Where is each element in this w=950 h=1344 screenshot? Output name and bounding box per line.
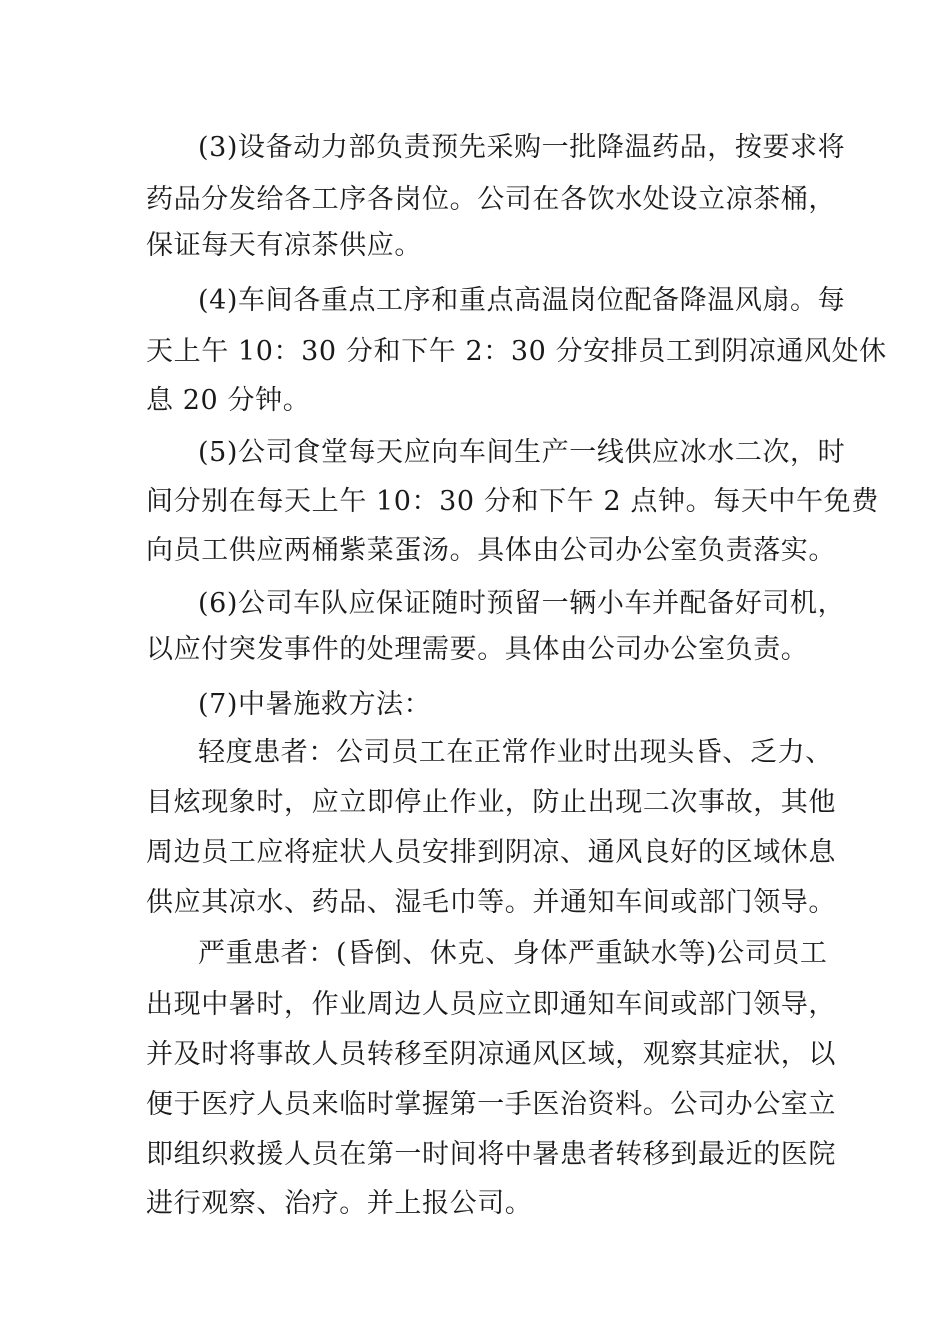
text-line: 向员工供应两桶紫菜蛋汤。具体由公司办公室负责落实。 — [146, 535, 836, 566]
text-line: 并及时将事故人员转移至阴凉通风区域，观察其症状，以 — [146, 1039, 836, 1070]
text-line: 天上午 10：30 分和下午 2：30 分安排员工到阴凉通风处休 — [146, 336, 887, 367]
text-line: 以应付突发事件的处理需要。具体由公司办公室负责。 — [146, 634, 809, 665]
text-line: 保证每天有凉茶供应。 — [146, 230, 422, 261]
text-line: 息 20 分钟。 — [146, 385, 311, 416]
text-line: 目炫现象时，应立即停止作业，防止出现二次事故，其他 — [146, 787, 836, 818]
text-line: 药品分发给各工序各岗位。公司在各饮水处设立凉茶桶， — [146, 184, 836, 215]
text-line: 出现中暑时，作业周边人员应立即通知车间或部门领导， — [146, 989, 836, 1020]
text-line: 便于医疗人员来临时掌握第一手医治资料。公司办公室立 — [146, 1089, 836, 1120]
text-line: 间分别在每天上午 10：30 分和下午 2 点钟。每天中午免费 — [146, 486, 879, 517]
text-line: 即组织救援人员在第一时间将中暑患者转移到最近的医院 — [146, 1139, 836, 1170]
text-line: 周边员工应将症状人员安排到阴凉、通风良好的区域休息 — [146, 837, 836, 868]
text-line: (7)中暑施救方法： — [198, 689, 432, 720]
text-line: 供应其凉水、药品、湿毛巾等。并通知车间或部门领导。 — [146, 887, 836, 918]
text-line: (6)公司车队应保证随时预留一辆小车并配备好司机， — [198, 588, 846, 619]
text-line: 严重患者：(昏倒、休克、身体严重缺水等)公司员工 — [198, 938, 828, 969]
text-line: (4)车间各重点工序和重点高温岗位配备降温风扇。每 — [198, 285, 846, 316]
text-line: 进行观察、治疗。并上报公司。 — [146, 1188, 533, 1219]
text-line: (3)设备动力部负责预先采购一批降温药品，按要求将 — [198, 132, 846, 163]
text-line: (5)公司食堂每天应向车间生产一线供应冰水二次，时 — [198, 437, 846, 468]
text-line: 轻度患者：公司员工在正常作业时出现头昏、乏力、 — [198, 737, 833, 768]
